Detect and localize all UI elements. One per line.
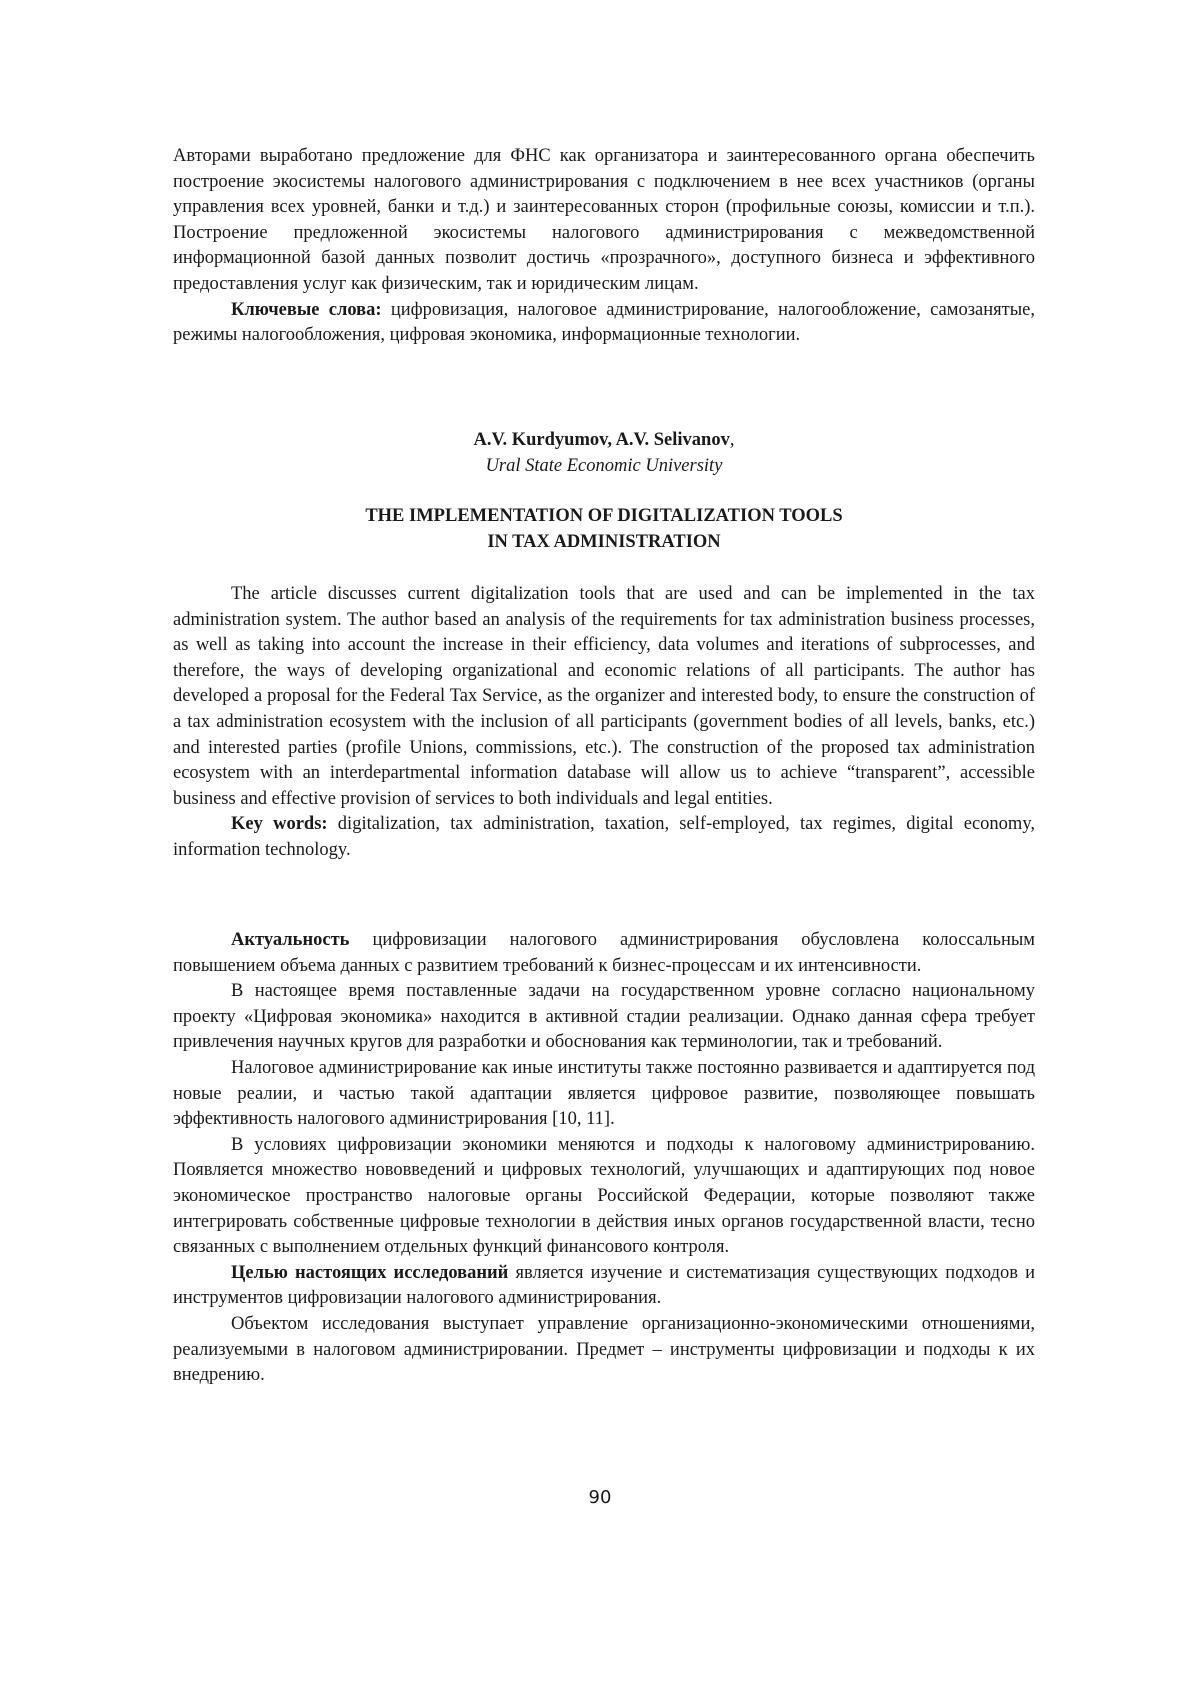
article-title [173, 503, 1035, 555]
goal-text: является изучение и систематизация существующих подходов и инструментов цифровизации налогового администрирования. [173, 1262, 1035, 1309]
english-abstract-block [173, 582, 1035, 864]
relevance-text: цифровизации налогового администрирования обусловлена колоссальным повышением объема данных с развитием требований к бизнес-процессам и их интенсивности. [173, 930, 1035, 976]
body-paragraph-relevance [173, 928, 1035, 979]
russian-keywords [173, 298, 1035, 349]
author-names: A.V. Kurdyumov, A.V. Selivanov [473, 430, 730, 450]
article-title-line-2: IN TAX ADMINISTRATION [487, 532, 721, 552]
body-paragraph-2: В настоящее время поставленные задачи на государственном уровне согласно национальному проекту «Цифровая экономика» находится в активной стадии реализации. Однако данная сфера требует привлечения научных кругов для разработки и обоснования как терминологии, так и требований. [173, 981, 1035, 1053]
russian-abstract-tail: Авторами выработано предложение для ФНС как организатора и заинтересованного органа обеспечить построение экосистемы налогового администрирования с подключением в нее всех участников (органы управления всех уровней, банки и т.д.) и заинтересованных сторон (профильные союзы, комиссии и т.п.). Построение предложенной экосистемы налогового администрирования с межведомственной информационной базой данных позволит достичь «прозрачного», доступного бизнеса и эффективного предоставления услуг как физическим, так и юридическим лицам. [173, 146, 1035, 294]
article-title-line-1: THE IMPLEMENTATION OF DIGITALIZATION TOOLS [365, 506, 843, 526]
body-paragraph-3: Налоговое администрирование как иные институты также постоянно развивается и адаптируется под новые реалии, и частью такой адаптации является цифровое развитие, позволяющее повышать эффективность налогового администрирования [10, 11]. [173, 1057, 1035, 1130]
english-keywords-text: digitalization, tax administration, taxation, self-employed, tax regimes, digital economy, information technology. [173, 814, 1035, 860]
russian-keywords-label: Ключевые слова: [231, 299, 382, 320]
relevance-lead: Актуальность [231, 930, 350, 950]
goal-lead: Целью настоящих исследований [231, 1262, 509, 1283]
page-number: 90 [588, 1487, 612, 1508]
body-paragraph-object: Объектом исследования выступает управление организационно-экономическими отношениями, реализуемыми в налоговом администрировании. Предмет – инструменты цифровизации и подходы к их внедрению. [173, 1313, 1035, 1386]
russian-abstract-block [173, 144, 1035, 349]
authors-line [173, 427, 1035, 453]
english-keywords-label: Key words: [231, 814, 328, 835]
body-paragraph-goal [173, 1261, 1035, 1312]
english-keywords [173, 812, 1035, 863]
english-abstract: The article discusses current digitalization tools that are used and can be implemented in the tax administration system. The author based an analysis of the requirements for tax administration business processes, as well as taking into account the increase in their efficiency, data volumes and iterations of subprocesses, and therefore, the ways of developing organizational and economic relations of all participants. The author has developed a proposal for the Federal Tax Service, as the organizer and interested body, to ensure the construction of a tax administration ecosystem with the inclusion of all participants (government bodies of all levels, banks, etc.) and interested parties (profile Unions, commissions, etc.). The construction of the proposed tax administration ecosystem with an interdepartmental information database will allow us to achieve “transparent”, accessible business and effective provision of services to both individuals and legal entities. [173, 584, 1035, 809]
russian-keywords-text: цифровизация, налоговое администрирование, налогообложение, самозанятые, режимы налогообложения, цифровая экономика, информационные технологии. [173, 299, 1035, 346]
authors-comma: , [729, 430, 735, 450]
author-affiliation: Ural State Economic University [485, 456, 723, 476]
article-body [173, 928, 1035, 1389]
body-paragraph-4: В условиях цифровизации экономики меняются и подходы к налоговому администрированию. Появляется множество нововведений и цифровых технологий, улучшающих и адаптирующих под новое экономическое пространство налоговые органы Российской Федерации, которые позволяют также интегрировать собственные цифровые технологии в действия иных органов государственной власти, тесно связанных с выполнением отдельных функций финансового контроля. [173, 1134, 1035, 1258]
